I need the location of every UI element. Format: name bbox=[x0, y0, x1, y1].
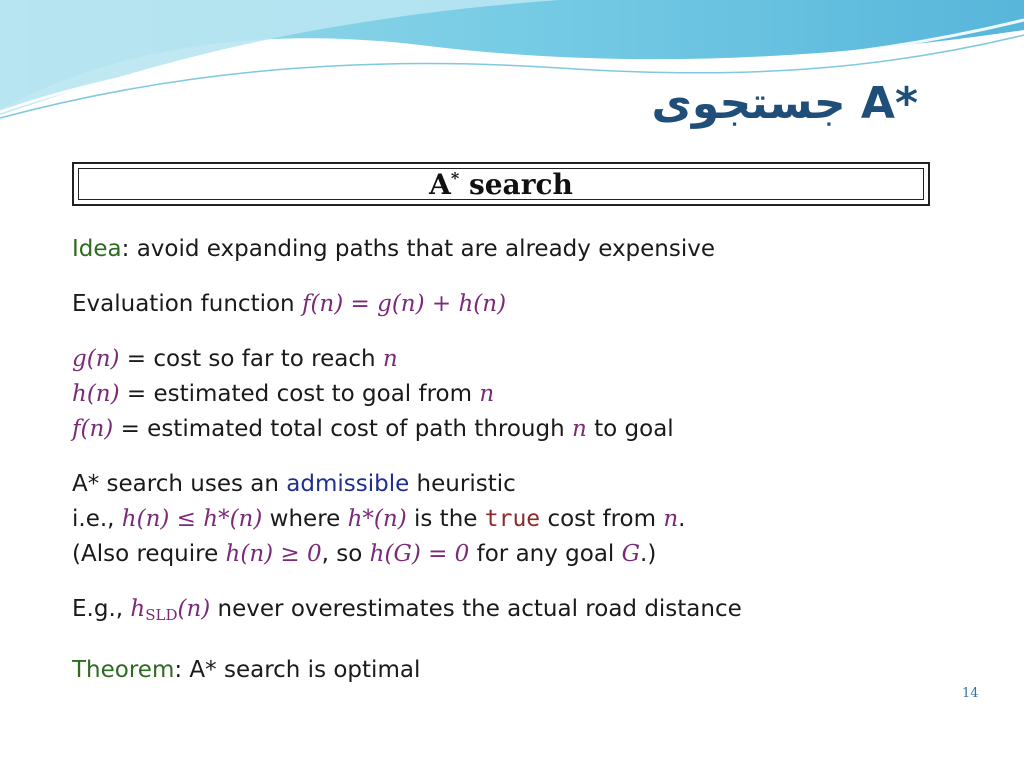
boxed-heading-title: A* search bbox=[429, 167, 573, 201]
idea-label: Idea bbox=[72, 236, 122, 262]
f-definition: f(n) = estimated total cost of path through n to goal bbox=[72, 416, 674, 442]
idea-line: Idea: avoid expanding paths that are already expensive bbox=[72, 236, 716, 262]
theorem-line: Theorem: A* search is optimal bbox=[72, 657, 421, 683]
h-definition: h(n) = estimated cost to goal from n bbox=[72, 381, 495, 407]
slide-body bbox=[72, 232, 952, 688]
theorem-label: Theorem bbox=[72, 657, 175, 683]
also-line: (Also require h(n) ≥ 0, so h(G) = 0 for any goal G.) bbox=[72, 541, 657, 567]
evaluation-line: Evaluation function f(n) = g(n) + h(n) bbox=[72, 291, 507, 317]
admissible-line: A* search uses an admissible heuristic bbox=[72, 471, 516, 497]
ie-line: i.e., h(n) ≤ h*(n) where h*(n) is the true cost from n. bbox=[72, 506, 686, 532]
boxed-heading bbox=[72, 162, 930, 206]
example-line: E.g., $h_{SLD}(n)$ never overestimates the actual road distance bbox=[72, 596, 742, 624]
slide-title: جستجوی A* bbox=[651, 78, 918, 129]
page-number: 14 bbox=[962, 686, 979, 701]
admissible-term: admissible bbox=[286, 471, 410, 497]
true-term: true bbox=[484, 506, 541, 532]
evaluation-formula: f(n) = g(n) + h(n) bbox=[301, 291, 507, 317]
g-definition: g(n) = cost so far to reach n bbox=[72, 346, 398, 372]
boxed-heading-inner bbox=[78, 168, 924, 200]
